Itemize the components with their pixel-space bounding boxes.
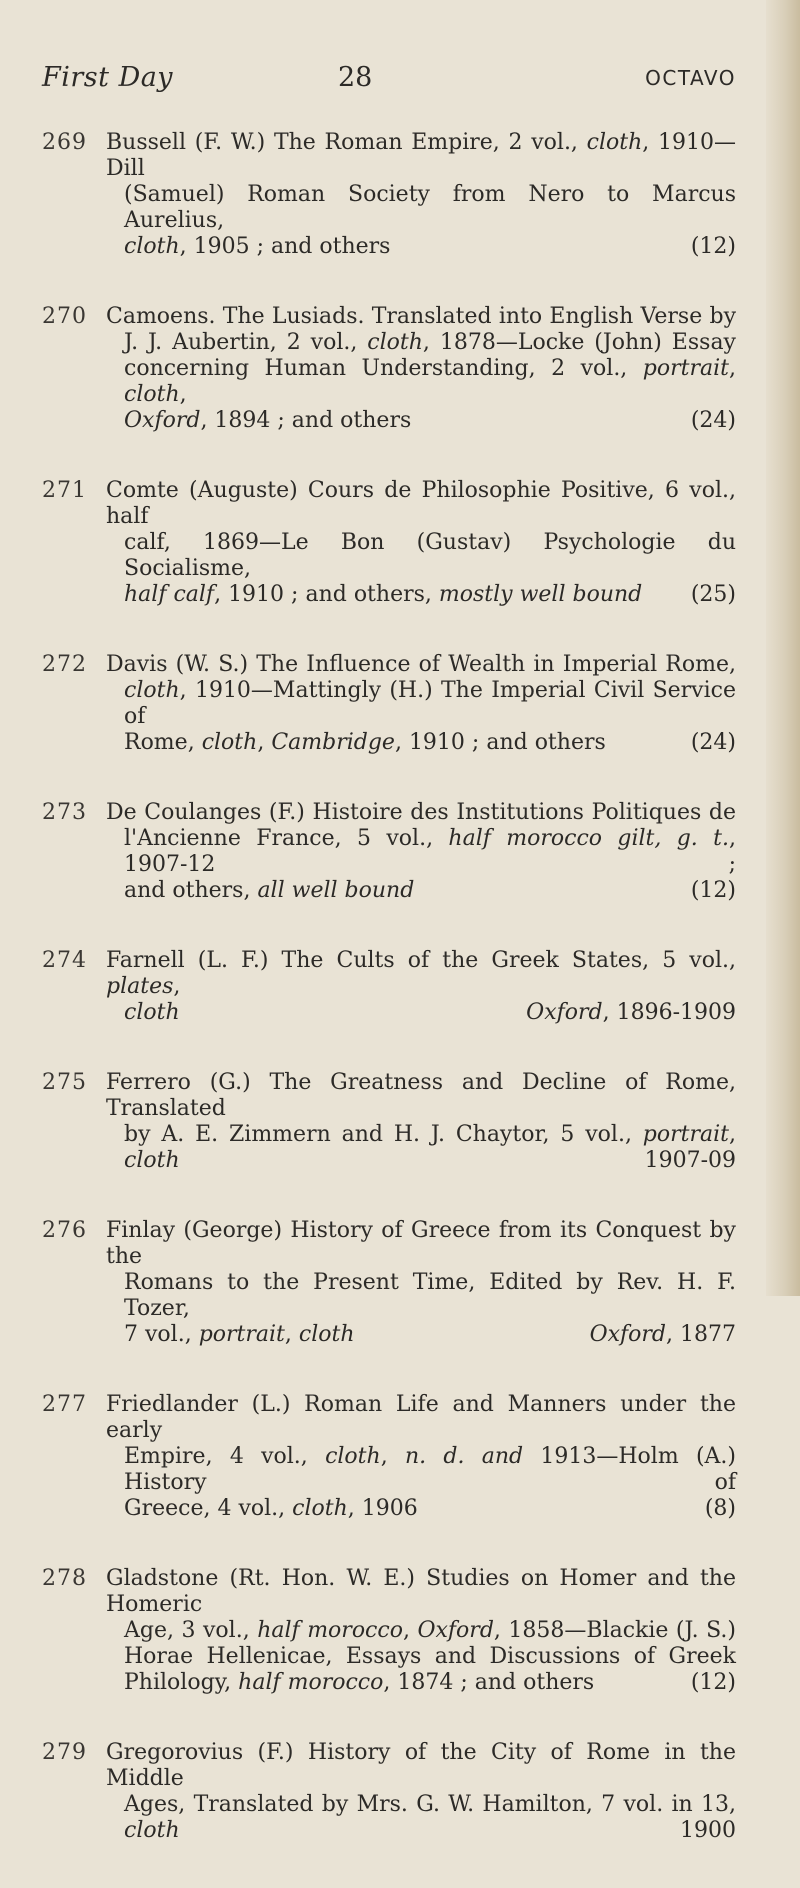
lot-description — [106, 130, 736, 260]
lot-line: Finlay (George) History of Greece from its Conquest by the — [106, 1218, 736, 1269]
header-day: First Day — [42, 62, 174, 93]
lot-line: Philology, half morocco, 1874 ; and others (12) — [124, 1670, 736, 1695]
lot-entry — [42, 652, 736, 756]
lot-number: 273 — [42, 800, 87, 825]
lot-number: 276 — [42, 1218, 87, 1243]
lot-description — [106, 478, 736, 608]
lot-line: Horae Hellenicae, Essays and Discussions of Greek — [124, 1644, 736, 1669]
lot-line: Greece, 4 vol., cloth, 1906 (8) — [124, 1496, 736, 1521]
lot-line: l'Ancienne France, 5 vol., half morocco gilt, g. t., 1907-12 ; — [124, 826, 736, 877]
lot-line: Ferrero (G.) The Greatness and Decline of Rome, Translated — [106, 1070, 736, 1121]
lot-number: 278 — [42, 1566, 87, 1591]
lot-line: calf, 1869—Le Bon (Gustav) Psychologie du Socialisme, — [124, 530, 736, 581]
lot-line: cloth, 1910—Mattingly (H.) The Imperial Civil Service of — [124, 678, 736, 729]
lot-number: 269 — [42, 130, 87, 155]
lot-line: and others, all well bound (12) — [124, 878, 736, 903]
page-edge — [766, 0, 800, 1296]
lot-number: 274 — [42, 948, 87, 973]
lot-line: by A. E. Zimmern and H. J. Chaytor, 5 vol., portrait, — [124, 1122, 736, 1147]
lot-description — [106, 304, 736, 434]
lot-line: Gregorovius (F.) History of the City of Rome in the Middle — [106, 1740, 736, 1791]
lot-description — [106, 652, 736, 756]
lot-description — [106, 1566, 736, 1696]
lot-description — [106, 1392, 736, 1522]
lot-line: Farnell (L. F.) The Cults of the Greek States, 5 vol., plates, — [106, 948, 736, 999]
lot-line: Bussell (F. W.) The Roman Empire, 2 vol., cloth, 1910—Dill — [106, 130, 736, 181]
lot-line: Camoens. The Lusiads. Translated into English Verse by — [106, 304, 736, 329]
lot-entry — [42, 948, 736, 1026]
lot-line: Rome, cloth, Cambridge, 1910 ; and others (24) — [124, 730, 736, 755]
lot-line: cloth 1900 — [124, 1818, 736, 1843]
lot-entry — [42, 800, 736, 904]
lot-line: De Coulanges (F.) Histoire des Institutions Politiques de — [106, 800, 736, 825]
lot-line: cloth Oxford, 1896-1909 — [124, 1000, 736, 1025]
lot-entry — [42, 1218, 736, 1348]
lot-description — [106, 1218, 736, 1348]
lot-number: 272 — [42, 652, 87, 677]
lot-line: Ages, Translated by Mrs. G. W. Hamilton, 7 vol. in 13, — [124, 1792, 736, 1817]
lot-description — [106, 948, 736, 1026]
lot-line: (Samuel) Roman Society from Nero to Marcus Aurelius, — [124, 182, 736, 233]
lot-entry — [42, 130, 736, 260]
lot-list — [42, 130, 736, 1888]
lot-entry — [42, 1740, 736, 1844]
lot-number: 275 — [42, 1070, 87, 1095]
lot-number: 279 — [42, 1740, 87, 1765]
lot-number: 271 — [42, 478, 87, 503]
lot-line: Age, 3 vol., half morocco, Oxford, 1858—Blackie (J. S.) — [124, 1618, 736, 1643]
lot-number: 277 — [42, 1392, 87, 1417]
lot-line: Romans to the Present Time, Edited by Rev. H. F. Tozer, — [124, 1270, 736, 1321]
page-header — [42, 62, 736, 102]
lot-line: cloth 1907-09 — [124, 1148, 736, 1173]
lot-entry — [42, 478, 736, 608]
lot-line: cloth, 1905 ; and others (12) — [124, 234, 736, 259]
page-number: 28 — [338, 62, 373, 93]
header-format: OCTAVO — [645, 66, 736, 90]
lot-description — [106, 1070, 736, 1174]
lot-line: J. J. Aubertin, 2 vol., cloth, 1878—Locke (John) Essay — [124, 330, 736, 355]
lot-line: half calf, 1910 ; and others, mostly well bound (25) — [124, 582, 736, 607]
lot-entry — [42, 1566, 736, 1696]
lot-description — [106, 800, 736, 904]
lot-description — [106, 1740, 736, 1844]
lot-line: 7 vol., portrait, cloth Oxford, 1877 — [124, 1322, 736, 1347]
lot-entry — [42, 304, 736, 434]
lot-entry — [42, 1392, 736, 1522]
lot-line: Oxford, 1894 ; and others (24) — [124, 408, 736, 433]
lot-line: Friedlander (L.) Roman Life and Manners under the early — [106, 1392, 736, 1443]
lot-number: 270 — [42, 304, 87, 329]
lot-line: Comte (Auguste) Cours de Philosophie Positive, 6 vol., half — [106, 478, 736, 529]
lot-line: Davis (W. S.) The Influence of Wealth in Imperial Rome, — [106, 652, 736, 677]
lot-line: Empire, 4 vol., cloth, n. d. and 1913—Holm (A.) History of — [124, 1444, 736, 1495]
lot-line: concerning Human Understanding, 2 vol., portrait, cloth, — [124, 356, 736, 407]
lot-entry — [42, 1070, 736, 1174]
lot-line: Gladstone (Rt. Hon. W. E.) Studies on Homer and the Homeric — [106, 1566, 736, 1617]
